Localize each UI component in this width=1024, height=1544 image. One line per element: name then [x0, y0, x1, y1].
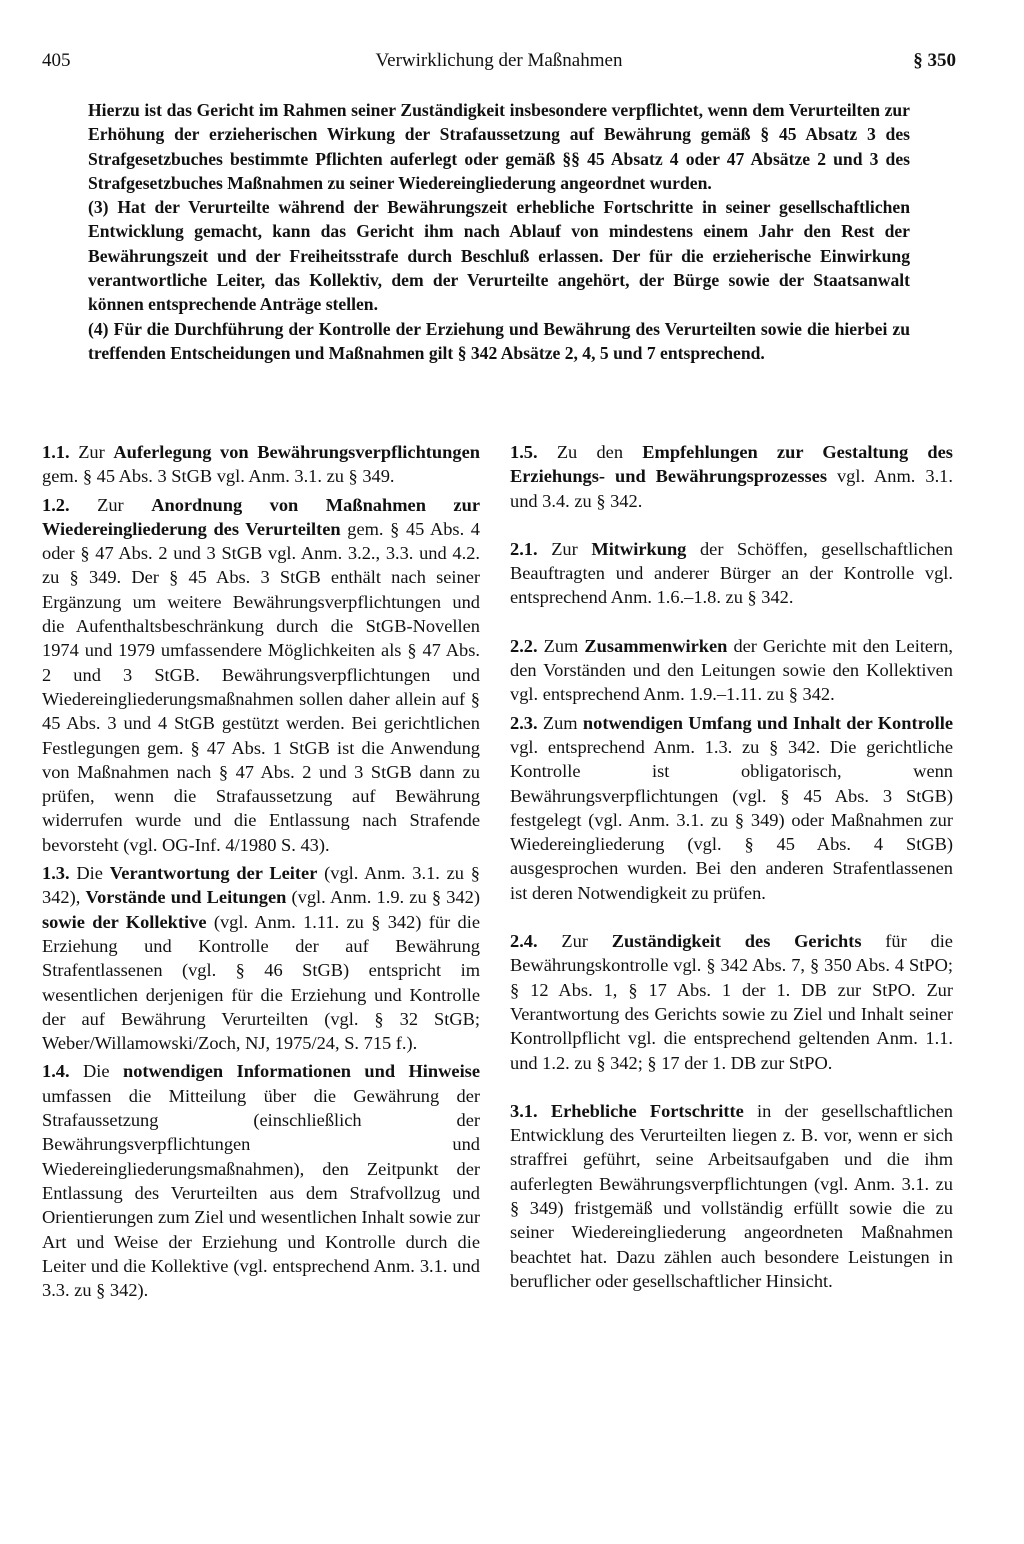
notes-column-left [42, 440, 480, 1326]
note-number: 1.4. [42, 1061, 70, 1082]
note-keyword: Zuständigkeit des Gerichts [611, 931, 862, 952]
note-keyword: Zusammenwirken [584, 635, 728, 656]
note-keyword: notwendigen Umfang und Inhalt der Kontrolle [582, 712, 953, 733]
note-text: (vgl. Anm. 3.1. zu § 342), [42, 863, 480, 908]
note-1-5 [510, 440, 953, 513]
note-1-4 [42, 1059, 480, 1302]
note-text: umfassen die Mitteilung über die Gewährung der Strafaussetzung (einschließlich der Bewährungsverpflichtungen und Wiedereingliederungsmaßnahmen), den Zeitpunkt der Entlassung des Verurteilten aus dem Strafvollzug und Orientierungen zum Ziel und wesentlichen Inhalt sowie zur Art und Weise der Erziehung und Kontrolle durch die Leiter und die Kollektive (vgl. entsprechend Anm. 3.1. und 3.3. zu § 342). [42, 1085, 480, 1301]
note-number: 2.3. [510, 712, 538, 733]
notes-column-right [510, 440, 953, 1317]
note-text: Zur [97, 494, 124, 515]
note-number: 1.3. [42, 863, 70, 884]
note-2-4 [510, 929, 953, 1075]
note-number: 3.1. [510, 1100, 538, 1121]
note-keyword: Erhebliche Fortschritte [550, 1100, 744, 1121]
section-label: § 350 [913, 50, 956, 71]
note-text: in der gesellschaftlichen Entwicklung des Verurteilten liegen z. B. vor, wenn er sich straffrei geführt, seine Arbeitsaufgaben und die ihm auferlegten Bewährungsverpflichtungen (vgl. Anm. 3.1. zu § 349) fristgemäß und vollständig erfüllt sowie die zu seiner Wiedereingliederung angeordneten Maßnahmen beachtet hat. Dazu zählen auch besondere Leistungen in beruflicher oder gesellschaftlicher Hinsicht. [510, 1100, 953, 1291]
note-number: 1.5. [510, 442, 538, 462]
note-text: Zur [561, 931, 588, 952]
note-number: 2.2. [510, 635, 538, 656]
note-text: der Gerichte mit den Leitern, den Vorständen und den Leitungen sowie den Kollektiven vgl. entsprechend Anm. 1.9.–1.11. zu § 342. [510, 635, 954, 705]
note-number: 2.1. [510, 538, 538, 559]
note-keyword: notwendigen Informationen und Hinweise [123, 1061, 480, 1082]
note-text: vgl. entsprechend Anm. 1.3. zu § 342. Die gerichtliche Kontrolle ist obligatorisch, wenn Bewährungsverpflichtungen (vgl. § 45 Abs. 3 StGB) festgelegt (vgl. Anm. 3.1. zu § 349) oder Maßnahmen zur Wiedereingliederung (vgl. § 45 Abs. 4 StGB) ausgesprochen wurden. Bei den anderen Strafentlassenen ist deren Notwendigkeit zu prüfen. [510, 736, 953, 903]
note-text: Die [83, 1061, 110, 1082]
note-text: (vgl. Anm. 1.11. zu § 342) für die Erziehung und Kontrolle der auf Bewährung Strafentlassenen (vgl. § 46 StGB) entspricht im wesentlichen derjenigen für die Erziehung und Kontrolle der auf Bewährung Verurteilten (vgl. § 32 StGB; Weber/Willamowski/Zoch, NJ, 1975/24, S. 715 f.). [42, 911, 481, 1054]
law-paragraph-3: (3) Hat der Verurteilte während der Bewährungszeit erhebliche Fortschritte in seiner gesellschaftlichen Entwicklung gemacht, kann das Gericht ihm nach Ablauf von mindestens einem Jahr den Rest der Bewährungszeit und der Freiheitsstrafe durch Beschluß erlassen. Der für die erzieherische Einwirkung verantwortliche Leiter, das Kollektiv, dem der Verurteilte angehört, der Bürge sowie der Staatsanwalt können entsprechende Anträge stellen. [88, 197, 910, 315]
law-paragraph-4: (4) Für die Durchführung der Kontrolle der Erziehung und Bewährung des Verurteilten sowie die hierbei zu treffenden Entscheidungen und Maßnahmen gilt § 342 Absätze 2, 4, 5 und 7 entsprechend. [88, 318, 910, 363]
note-number: 1.1. [42, 442, 70, 462]
note-text: gem. § 45 Abs. 3 StGB vgl. Anm. 3.1. zu § 349. [42, 466, 395, 487]
note-text: Zur [551, 538, 578, 559]
note-1-2 [42, 493, 480, 857]
note-3-1 [510, 1099, 953, 1293]
note-text: vgl. Anm. 3.1. und 3.4. zu § 342. [510, 466, 953, 511]
note-number: 2.4. [510, 931, 538, 952]
note-text: für die Bewährungskontrolle vgl. § 342 Abs. 7, § 350 Abs. 4 StPO; § 12 Abs. 1, § 17 Abs. 1 der 1. DB zur StPO. Zur Verantwortung des Gerichts sowie zu Ziel und Inhalt seiner Kontrollpflicht vgl. die entsprechend geltenden Anm. 1.1. und 1.2. zu § 342; § 17 der 1. DB zur StPO. [510, 931, 953, 1073]
note-2-2 [510, 634, 953, 707]
note-text: (vgl. Anm. 1.9. zu § 342) [291, 887, 480, 908]
law-text [88, 98, 910, 365]
page-number: 405 [42, 50, 71, 71]
note-2-3 [510, 711, 953, 905]
note-keyword: Verantwortung der Leiter [109, 863, 318, 884]
page-header [42, 50, 956, 78]
note-1-1 [42, 440, 480, 489]
note-text: der Schöffen, gesellschaftlichen Beauftragten und anderer Bürger an der Kontrolle vgl. entsprechend Anm. 1.6.–1.8. zu § 342. [510, 538, 954, 608]
note-text: Zum [542, 712, 578, 733]
note-keyword: Mitwirkung [591, 538, 687, 559]
note-text: Zum [543, 635, 579, 656]
note-keyword: Empfehlungen zur Gestaltung des Erziehungs- und Bewährungsprozesses [510, 442, 953, 487]
note-1-3 [42, 861, 480, 1055]
note-text: Zur [78, 442, 105, 462]
note-text: gem. § 45 Abs. 4 oder § 47 Abs. 2 und 3 StGB vgl. Anm. 3.2., 3.3. und 4.2. zu § 349. Der § 45 Abs. 3 StGB enthält nach seiner Ergänzung um weitere Bewährungsverpflichtungen und die Aufenthaltsbeschränkung durch die StGB-Novellen 1974 und 1979 umfassendere Möglichkeiten als § 47 Abs. 2 und 3 StGB. Bewährungsverpflichtungen und Wiedereingliederungsmaßnahmen sollen daher allein auf § 45 Abs. 3 und 4 StGB gestützt werden. Bei gerichtlichen Festlegungen gem. § 47 Abs. 1 StGB ist die Anwendung von Maßnahmen nach § 47 Abs. 2 und 3 StGB dann zu prüfen, wenn die Strafaussetzung auf Bewährung widerrufen wurde und die Entlassung nach Strafende bevorsteht (vgl. OG-Inf. 4/1980 S. 43). [42, 518, 480, 855]
note-text: Zu den [556, 442, 624, 462]
note-keyword: sowie der Kollektive [42, 911, 207, 932]
running-title: Verwirklichung der Maßnahmen [375, 50, 623, 71]
note-2-1 [510, 537, 953, 610]
note-text: Die [76, 863, 103, 884]
note-keyword: Vorstände und Leitungen [85, 887, 287, 908]
law-paragraph: Hierzu ist das Gericht im Rahmen seiner Zuständigkeit insbesondere verpflichtet, wenn dem Verurteilten zur Erhöhung der erzieherischen Wirkung der Strafaussetzung auf Bewährung gemäß § 45 Absatz 3 des Strafgesetzbuches bestimmte Pflichten auferlegt oder gemäß §§ 45 Absatz 4 oder 47 Absätze 2 und 3 des Strafgesetzbuches Maßnahmen zu seiner Wiedereingliederung angeordnet wurden. [88, 100, 910, 193]
note-keyword: Anordnung von Maßnahmen zur Wiedereingliederung des Verurteilten [42, 494, 480, 539]
note-number: 1.2. [42, 494, 70, 515]
note-keyword: Auferlegung von Bewährungsverpflichtungen [113, 442, 480, 462]
